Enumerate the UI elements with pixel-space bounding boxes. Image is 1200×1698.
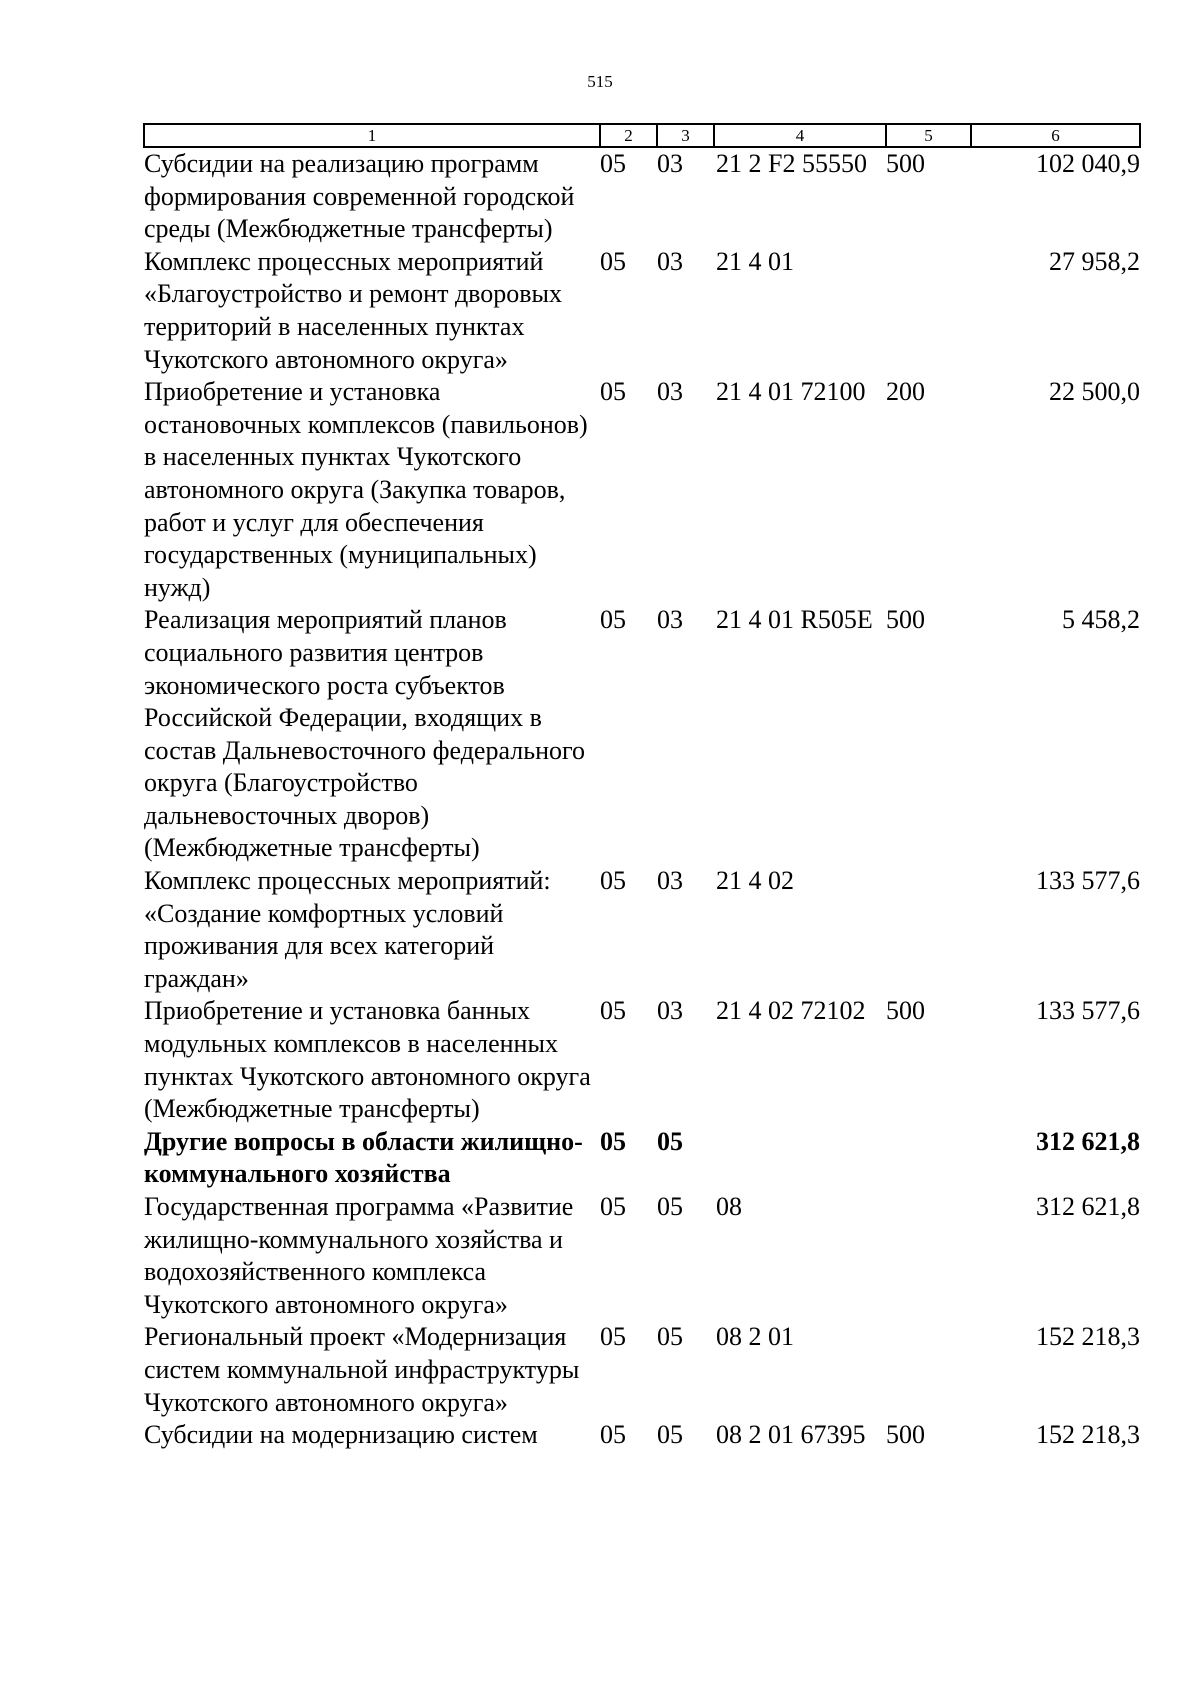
header-col-5: 5 bbox=[886, 124, 971, 147]
header-col-1: 1 bbox=[144, 124, 600, 147]
row-section-code: 05 bbox=[600, 1192, 626, 1221]
row-target-article bbox=[714, 1126, 886, 1191]
row-target-article: 21 4 02 bbox=[716, 866, 794, 896]
row-amount: 312 621,8 bbox=[1036, 1126, 1140, 1156]
row-subsection-code: 05 bbox=[657, 1192, 683, 1221]
row-expense-type bbox=[886, 1191, 971, 1321]
table-row bbox=[144, 865, 1140, 995]
row-section-code: 05 bbox=[600, 1420, 626, 1450]
row-section-code: 05 bbox=[600, 866, 626, 896]
row-name: Субсидии на модернизацию систем bbox=[144, 1420, 538, 1450]
row-expense-type: 500 bbox=[886, 149, 925, 178]
table-row bbox=[144, 1321, 1140, 1419]
table-row bbox=[144, 376, 1140, 604]
row-name: Региональный проект «Модернизация систем коммунальной инфраструктуры Чукотского автономного округа» bbox=[144, 1322, 580, 1417]
row-target-article: 21 2 F2 55550 bbox=[716, 149, 867, 178]
row-name: Субсидии на реализацию программ формирования современной городской среды (Межбюджетные трансферты) bbox=[144, 149, 575, 244]
row-target-article: 08 2 01 67395 bbox=[716, 1420, 866, 1450]
row-section-code: 05 bbox=[600, 1322, 626, 1352]
row-name: Комплекс процессных мероприятий: «Создание комфортных условий проживания для всех категорий граждан» bbox=[144, 866, 551, 993]
row-subsection-code: 05 bbox=[657, 1420, 683, 1450]
row-subsection-code: 03 bbox=[657, 996, 683, 1026]
header-col-3: 3 bbox=[657, 124, 714, 147]
row-name: Другие вопросы в области жилищно-коммунального хозяйства bbox=[144, 1126, 583, 1189]
row-section-code: 05 bbox=[600, 1126, 626, 1156]
row-target-article: 21 4 01 72100 bbox=[716, 377, 866, 407]
row-expense-type: 200 bbox=[886, 377, 925, 407]
row-amount: 133 577,6 bbox=[1036, 996, 1140, 1026]
row-expense-type bbox=[886, 1321, 971, 1419]
table-row bbox=[144, 147, 1140, 246]
row-subsection-code: 05 bbox=[657, 1126, 683, 1156]
row-section-code: 05 bbox=[600, 605, 626, 635]
row-name: Реализация мероприятий планов социального развития центров экономического роста субъектов Российской Федерации, входящих в состав Дальневосточного федерального округа (Благоустройство дальневосточных дворов) (Межбюджетные трансферты) bbox=[144, 605, 585, 863]
row-section-code: 05 bbox=[600, 149, 626, 178]
row-target-article: 21 4 01 bbox=[716, 246, 794, 276]
row-subsection-code: 03 bbox=[657, 149, 683, 178]
table-header bbox=[144, 124, 1140, 147]
row-expense-type: 500 bbox=[886, 605, 925, 635]
header-col-4: 4 bbox=[714, 124, 886, 147]
row-amount: 22 500,0 bbox=[1049, 377, 1140, 407]
table-row bbox=[144, 604, 1140, 865]
row-section-code: 05 bbox=[600, 996, 626, 1026]
table-row bbox=[144, 1419, 1140, 1452]
row-section-code: 05 bbox=[600, 246, 626, 276]
table-row bbox=[144, 246, 1140, 376]
row-subsection-code: 03 bbox=[657, 866, 683, 896]
row-subsection-code: 03 bbox=[657, 246, 683, 276]
table-row bbox=[144, 1126, 1140, 1191]
page-number: 515 bbox=[587, 72, 613, 91]
row-target-article: 21 4 02 72102 bbox=[716, 996, 866, 1026]
header-col-2: 2 bbox=[600, 124, 657, 147]
row-amount: 152 218,3 bbox=[1036, 1420, 1140, 1450]
row-subsection-code: 03 bbox=[657, 377, 683, 407]
row-expense-type: 500 bbox=[886, 1420, 925, 1450]
row-name: Комплекс процессных мероприятий «Благоустройство и ремонт дворовых территорий в населенных пунктах Чукотского автономного округа» bbox=[144, 246, 563, 374]
row-amount: 133 577,6 bbox=[1036, 866, 1140, 896]
row-target-article: 08 2 01 bbox=[716, 1322, 794, 1352]
row-amount: 27 958,2 bbox=[1049, 246, 1140, 276]
table-body bbox=[144, 147, 1140, 1452]
table-row bbox=[144, 995, 1140, 1125]
row-amount: 152 218,3 bbox=[1036, 1322, 1140, 1352]
row-name: Приобретение и установка банных модульных комплексов в населенных пунктах Чукотского автономного округа (Межбюджетные трансферты) bbox=[144, 996, 591, 1124]
row-target-article: 08 bbox=[716, 1192, 742, 1221]
row-subsection-code: 03 bbox=[657, 605, 683, 635]
row-target-article: 21 4 01 R505E bbox=[716, 605, 873, 635]
row-expense-type bbox=[886, 865, 971, 995]
row-expense-type bbox=[886, 1126, 971, 1191]
row-subsection-code: 05 bbox=[657, 1322, 683, 1352]
row-name: Приобретение и установка остановочных комплексов (павильонов) в населенных пунктах Чукотского автономного округа (Закупка товаров, работ и услуг для обеспечения государственных (муниципальных) нужд) bbox=[144, 377, 588, 602]
row-expense-type: 500 bbox=[886, 996, 925, 1026]
row-name: Государственная программа «Развитие жилищно-коммунального хозяйства и водохозяйственного комплекса Чукотского автономного округа» bbox=[144, 1192, 574, 1319]
row-expense-type bbox=[886, 246, 971, 376]
budget-table bbox=[143, 123, 1141, 1452]
row-amount: 102 040,9 bbox=[1036, 149, 1140, 178]
row-section-code: 05 bbox=[600, 377, 626, 407]
row-amount: 5 458,2 bbox=[1062, 605, 1140, 635]
table-row bbox=[144, 1191, 1140, 1321]
header-col-6: 6 bbox=[971, 124, 1140, 147]
row-amount: 312 621,8 bbox=[1036, 1192, 1140, 1221]
